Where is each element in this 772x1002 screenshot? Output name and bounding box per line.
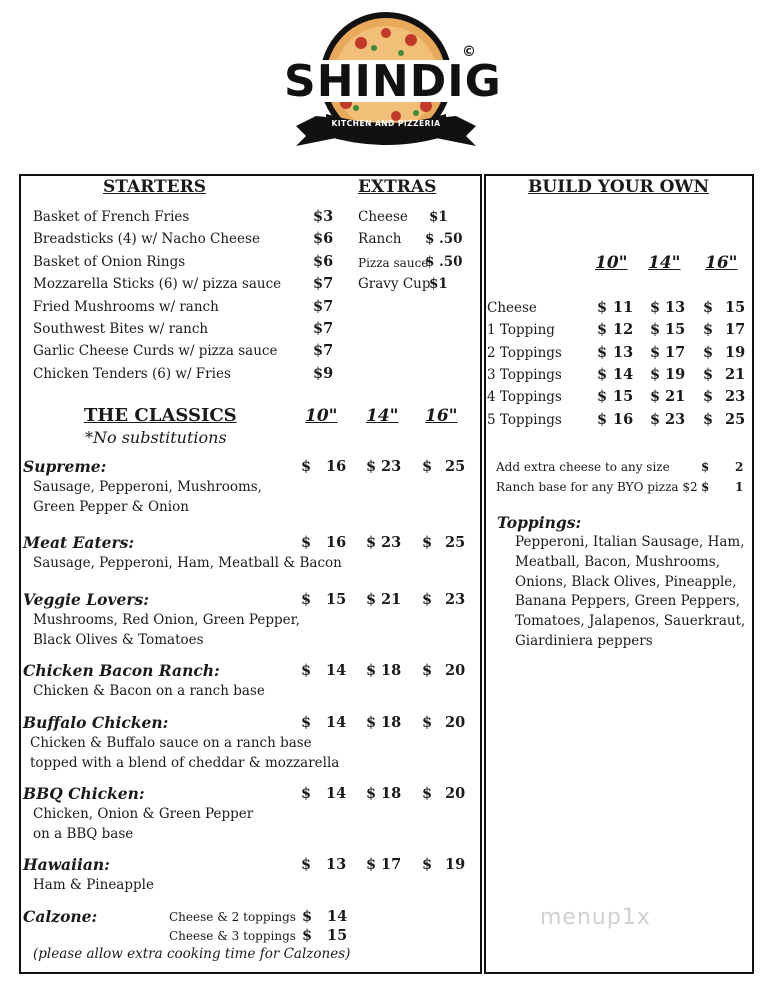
byo-price-currency: $ [650,321,661,339]
pizza-description: Ham & Pineapple [33,877,154,893]
pizza-description: Sausage, Pepperoni, Mushrooms, [33,479,262,495]
byo-price-currency: $ [650,388,661,406]
pizza-price-currency: $ [301,856,312,873]
byo-price-currency: $ [650,410,661,428]
starter-item-price: $7 [313,297,334,315]
byo-addon-currency: $ [701,480,710,494]
pizza-price-currency: $ [422,591,433,608]
byo-price-currency: $ [650,365,661,383]
pizza-price-currency: $ [301,714,312,731]
calzone-currency: $ [302,908,313,925]
pizza-price-currency: $ [422,534,433,551]
byo-price-16: 19 [725,343,746,361]
pizza-price-14: 23 [381,534,402,551]
starter-item-name: Basket of French Fries [33,209,190,225]
pizza-price-currency: $ [366,785,377,802]
calzone-option-label: Cheese & 2 toppings [169,910,296,924]
starter-item-price: $6 [313,230,334,248]
byo-price-currency: $ [597,321,608,339]
pizza-price-10: 14 [326,785,347,802]
pizza-price-10: 14 [326,714,347,731]
byo-price-14: 21 [665,388,686,406]
byo-row-label: 5 Toppings [487,411,562,428]
pizza-price-16: 20 [445,714,466,731]
starter-item-price: $7 [313,275,334,293]
pizza-price-14: 21 [381,591,402,608]
pizza-description: on a BBQ base [33,826,134,842]
extras-heading: EXTRAS [358,177,437,197]
left-panel-frame [19,174,482,974]
topping-line: Meatball, Bacon, Mushrooms, [515,553,720,570]
pizza-price-10: 15 [326,591,347,608]
topping-line: Pepperoni, Italian Sausage, Ham, [515,534,745,550]
byo-price-16: 25 [725,410,746,428]
calzone-option-label: Cheese & 3 toppings [169,929,296,943]
byo-size-14: 14" [648,253,681,273]
byo-price-16: 23 [725,388,746,406]
byo-row-label: 3 Toppings [487,366,562,383]
classics-size-14: 14" [366,406,399,426]
byo-price-currency: $ [597,299,608,316]
starter-item-name: Southwest Bites w/ ranch [33,321,209,337]
byo-size-16: 16" [705,253,738,273]
pizza-price-16: 20 [445,662,466,679]
pizza-price-currency: $ [366,591,377,608]
topping-line: Giardiniera peppers [515,633,653,649]
pizza-price-10: 16 [326,458,347,475]
byo-row-label: 4 Toppings [487,389,562,406]
calzone-currency: $ [302,927,313,944]
byo-price-16: 15 [725,299,746,316]
brand-tagline: KITCHEN AND PIZZERIA [331,119,441,128]
byo-price-currency: $ [703,365,714,383]
classics-size-16: 16" [425,406,458,426]
pizza-price-14: 18 [381,714,402,731]
byo-heading: BUILD YOUR OWN [528,177,710,197]
pizza-price-currency: $ [301,662,312,679]
pizza-description: Mushrooms, Red Onion, Green Pepper, [33,612,300,628]
pizza-price-14: 18 [381,662,402,679]
pizza-description: Chicken & Buffalo sauce on a ranch base [30,735,312,751]
byo-addon-label: Ranch base for any BYO pizza $2 [496,480,698,494]
topping-line: Banana Peppers, Green Peppers, [515,593,741,610]
byo-price-10: 13 [613,343,634,361]
byo-row-label: 2 Toppings [487,344,562,361]
toppings-heading: Toppings: [497,513,582,532]
byo-price-currency: $ [703,410,714,428]
classics-heading: THE CLASSICS [84,405,237,426]
pizza-description: Green Pepper & Onion [33,499,189,515]
pizza-price-10: 13 [326,856,347,873]
extra-item-name: Pizza sauce [358,255,429,270]
extra-item-price: $ .50 [425,231,463,248]
byo-price-10: 15 [613,388,634,406]
pizza-price-currency: $ [366,714,377,731]
byo-price-16: 21 [725,365,746,383]
byo-price-10: 14 [613,365,634,383]
pizza-description: topped with a blend of cheddar & mozzarella [30,755,340,771]
byo-price-currency: $ [703,388,714,406]
byo-price-14: 13 [665,299,686,316]
byo-size-10: 10" [595,253,628,273]
calzone-name: Calzone: [23,907,98,926]
extra-item-name: Ranch [358,231,402,248]
logo [276,8,502,158]
pizza-name: Hawaiian: [23,855,110,874]
topping-line: Onions, Black Olives, Pineapple, [515,573,737,590]
starter-item-price: $9 [313,364,334,382]
brand-name: SHINDIG [284,56,502,107]
pizza-price-16: 25 [445,458,466,475]
byo-price-14: 23 [665,410,686,428]
byo-addon-label: Add extra cheese to any size [496,460,670,474]
extra-item-price: $ .50 [425,253,463,270]
pizza-price-currency: $ [366,856,377,873]
pizza-price-16: 25 [445,534,466,551]
pizza-price-currency: $ [422,662,433,679]
starter-item-price: $7 [313,320,334,337]
byo-price-currency: $ [703,299,714,316]
topping-line: Tomatoes, Jalapenos, Sauerkraut, [515,613,746,630]
byo-price-currency: $ [597,365,608,383]
calzone-option-price: 14 [327,908,348,925]
pizza-price-currency: $ [422,785,433,802]
extra-item-name: Cheese [358,209,408,225]
pizza-price-currency: $ [366,458,377,475]
starter-item-price: $7 [313,342,334,360]
watermark: menup1x [540,905,651,930]
starter-item-name: Fried Mushrooms w/ ranch [33,298,219,315]
byo-addon-currency: $ [701,460,710,474]
starter-item-name: Mozzarella Sticks (6) w/ pizza sauce [33,276,282,293]
starter-item-name: Chicken Tenders (6) w/ Fries [33,365,231,382]
pizza-price-currency: $ [366,534,377,551]
byo-price-14: 17 [665,343,686,361]
pizza-price-currency: $ [301,785,312,802]
calzone-note: (please allow extra cooking time for Calzones) [33,946,351,962]
starter-item-price: $3 [313,208,334,225]
extra-item-price: $1 [429,276,448,293]
pizza-description: Chicken & Bacon on a ranch base [33,683,265,699]
starter-item-name: Garlic Cheese Curds w/ pizza sauce [33,343,278,360]
pizza-name: Veggie Lovers: [23,590,150,609]
starter-item-name: Breadsticks (4) w/ Nacho Cheese [33,231,260,248]
extra-item-name: Gravy Cup [358,276,431,293]
pizza-price-currency: $ [422,458,433,475]
pizza-name: Buffalo Chicken: [23,713,169,732]
pizza-price-16: 20 [445,785,466,802]
pizza-price-16: 23 [445,591,466,608]
pizza-price-currency: $ [301,458,312,475]
pizza-price-currency: $ [301,591,312,608]
byo-price-10: 12 [613,321,634,339]
byo-price-16: 17 [725,321,746,339]
byo-price-10: 11 [613,299,634,316]
pizza-price-currency: $ [422,856,433,873]
classics-size-10: 10" [305,406,338,426]
byo-price-currency: $ [703,343,714,361]
pizza-price-14: 18 [381,785,402,802]
byo-row-label: 1 Topping [487,322,555,339]
byo-price-currency: $ [650,343,661,361]
byo-price-14: 19 [665,365,686,383]
pizza-price-10: 16 [326,534,347,551]
pizza-name: Meat Eaters: [23,533,135,552]
pizza-price-14: 17 [381,856,402,873]
starter-item-name: Basket of Onion Rings [33,253,186,270]
byo-addon-price: 2 [735,460,744,474]
byo-price-14: 15 [665,321,686,339]
pizza-price-14: 23 [381,458,402,475]
byo-price-currency: $ [597,343,608,361]
byo-price-currency: $ [597,388,608,406]
byo-addon-price: 1 [735,480,744,494]
pizza-name: Chicken Bacon Ranch: [23,661,220,680]
copyright-mark: © [462,44,476,60]
starters-heading: STARTERS [103,177,207,197]
pizza-name: Supreme: [23,457,107,476]
classics-note: *No substitutions [85,428,227,447]
pizza-price-16: 19 [445,856,466,873]
byo-price-currency: $ [597,410,608,428]
byo-row-label: Cheese [487,300,537,316]
calzone-option-price: 15 [327,927,348,944]
pizza-description: Black Olives & Tomatoes [33,632,204,648]
pizza-price-currency: $ [301,534,312,551]
pizza-price-10: 14 [326,662,347,679]
pizza-description: Sausage, Pepperoni, Ham, Meatball & Bacon [33,555,342,571]
extra-item-price: $1 [429,209,448,225]
byo-price-currency: $ [650,299,661,316]
starter-item-price: $6 [313,252,334,270]
byo-price-10: 16 [613,410,634,428]
pizza-name: BBQ Chicken: [23,784,145,803]
pizza-price-currency: $ [422,714,433,731]
pizza-price-currency: $ [366,662,377,679]
byo-price-currency: $ [703,321,714,339]
pizza-description: Chicken, Onion & Green Pepper [33,806,254,822]
